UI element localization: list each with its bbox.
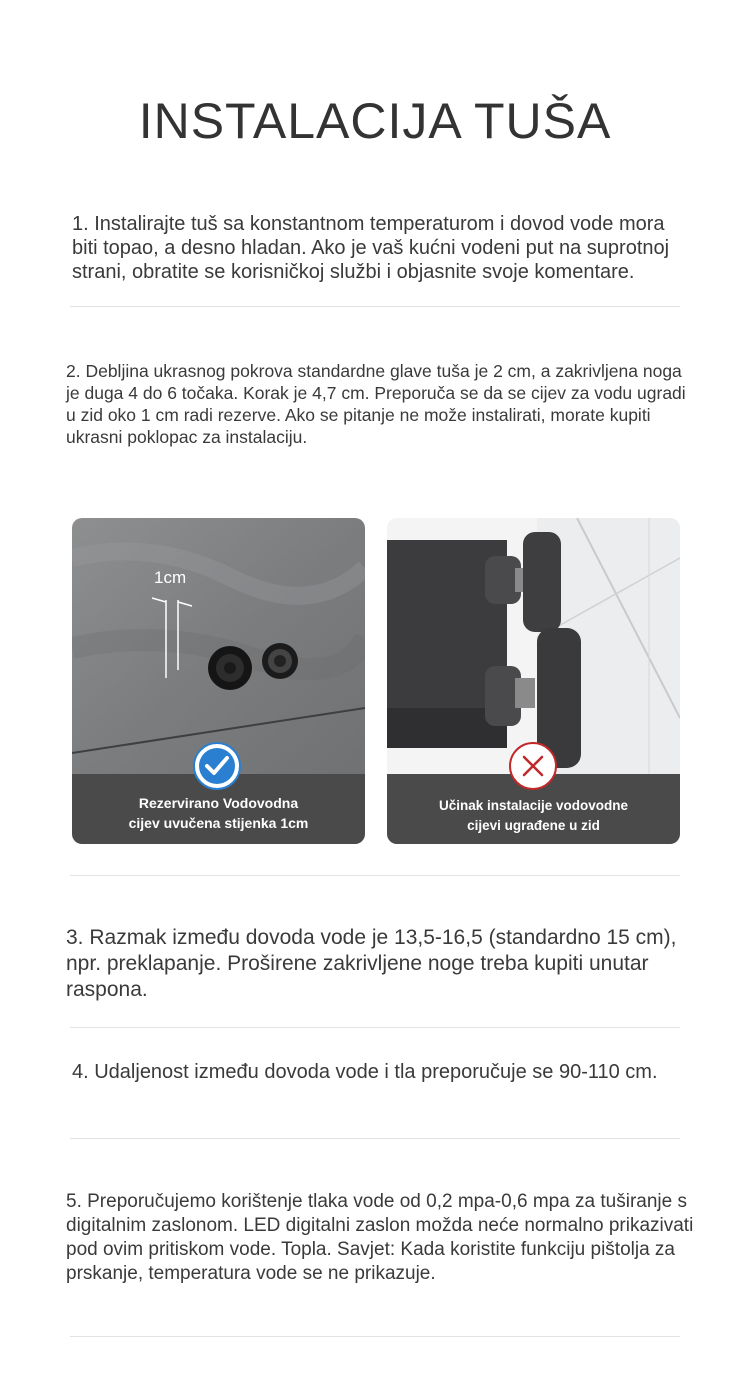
- divider: [70, 1138, 680, 1139]
- step-4-text: 4. Udaljenost između dovoda vode i tla preporučuje se 90-110 cm.: [72, 1061, 658, 1083]
- check-icon: [195, 744, 239, 788]
- divider: [70, 1027, 680, 1028]
- cross-badge: [509, 742, 557, 790]
- measurement-label: 1cm: [154, 568, 187, 587]
- check-badge: [193, 742, 241, 790]
- correct-installation-card: [72, 518, 365, 844]
- cross-icon: [511, 744, 555, 788]
- wrong-installation-card: [387, 518, 680, 844]
- caption-line: cijevi ugrađene u zid: [467, 818, 600, 833]
- caption-line: Učinak instalacije vodovodne: [438, 798, 629, 813]
- shower-mount-photo: [387, 518, 680, 774]
- page-title: INSTALACIJA TUŠA: [138, 93, 612, 149]
- wrong-caption: [387, 796, 680, 836]
- step-2-text: 2. Debljina ukrasnog pokrova standardne glave tuša je 2 cm, a zakrivljena noga je duga 4 do 6 točaka. Korak je 4,7 cm. Preporuča se da se cijev za vodu ugradi u zid oko 1 cm radi rezerve. Ako se pitanje ne može instalirati, morate kupiti ukrasni poklopac za instalaciju.: [66, 361, 686, 447]
- caption-line: Rezervirano Vodovodna: [138, 795, 299, 811]
- wall-pipes-recessed-photo: [72, 518, 365, 774]
- divider: [70, 875, 680, 876]
- step-3-text: 3. Razmak između dovoda vode je 13,5-16,5 (standardno 15 cm), npr. preklapanje. Proširene zakrivljene noge treba kupiti unutar raspona.: [66, 926, 677, 1001]
- divider: [70, 1336, 680, 1337]
- step-1-text: 1. Instalirajte tuš sa konstantnom temperaturom i dovod vode mora biti topao, a desno hladan. Ako je vaš kućni vodeni put na suprotnoj strani, obratite se korisničkoj službi i objasnite svoje komentare.: [72, 213, 670, 283]
- divider: [70, 306, 680, 307]
- correct-caption: [72, 793, 365, 833]
- caption-line: cijev uvučena stijenka 1cm: [128, 815, 309, 831]
- step-5-text: 5. Preporučujemo korištenje tlaka vode od 0,2 mpa-0,6 mpa za tuširanje s digitalnim zaslonom. LED digitalni zaslon možda neće normalno prikazivati pod ovim pritiskom vode. Topla. Savjet: Kada koristite funkciju pištolja za prskanje, temperatura vode se ne prikazuje.: [66, 1191, 694, 1284]
